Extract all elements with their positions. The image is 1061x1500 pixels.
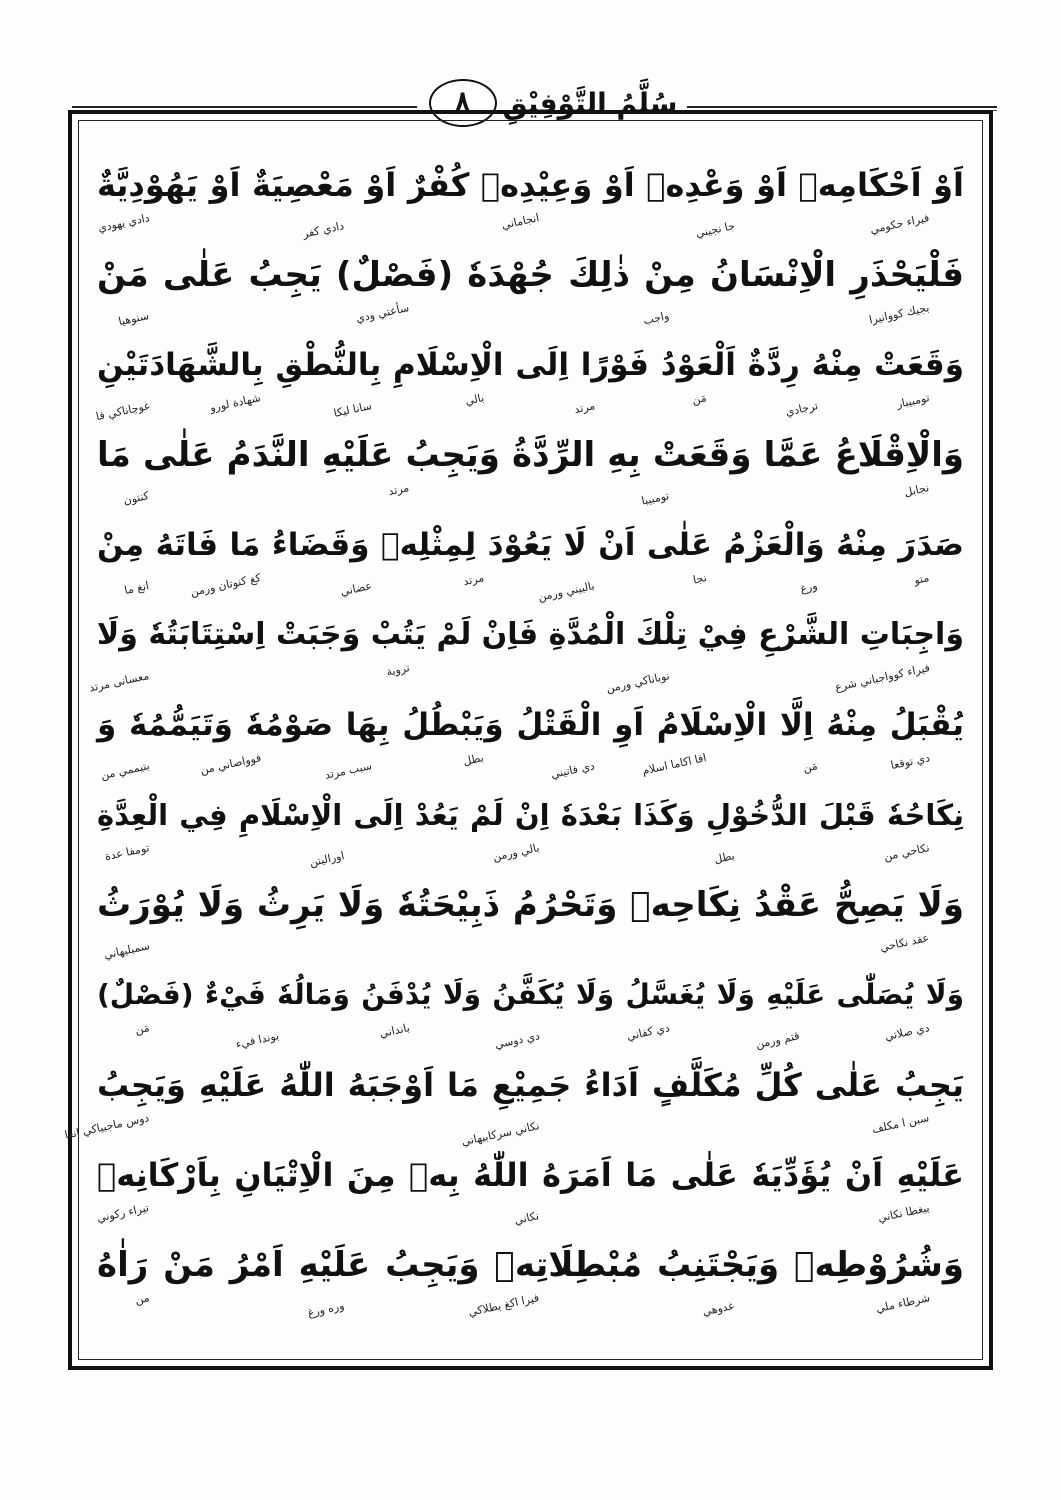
arabic-text-line: وَلَا يَصِحُّ عَقْدُ نِكَاحِهٖ وَتَحْرُمُ ذَبِيْحَتُهٗ وَلَا يَرِثُ وَلَا يُوْرَثُ	[97, 885, 964, 925]
arabic-text-line: وَالْاِقْلَاعُ عَمَّا وَقَعَتْ بِهِ الرِّدَّةُ وَيَجِبُ عَلَيْهِ النَّدَمُ عَلٰى مَا	[97, 435, 964, 475]
handwritten-gloss: عقد نكاحي	[879, 931, 931, 955]
handwritten-gloss: معسانى مرتد	[88, 669, 151, 695]
handwritten-gloss: بالي ورمن	[491, 841, 541, 864]
handwritten-gloss: نكاني	[513, 1209, 541, 1227]
text-line	[97, 783, 964, 873]
handwritten-gloss: سنوهيا	[117, 309, 151, 329]
handwritten-gloss: غوچاناكي فا	[94, 399, 151, 424]
handwritten-gloss: جا نجيني	[694, 219, 736, 241]
interlinear-gloss-row	[97, 481, 964, 507]
handwritten-gloss: فيراء حكومي	[869, 211, 931, 237]
interlinear-gloss-row	[97, 1021, 964, 1052]
handwritten-gloss: بالبيني ورمن	[537, 579, 597, 604]
handwritten-gloss: تومبيبا	[640, 489, 671, 508]
handwritten-gloss: متو	[913, 571, 931, 587]
handwritten-gloss: نكاحي من	[882, 841, 931, 864]
text-line	[97, 873, 964, 963]
handwritten-gloss: وره ورغ	[306, 1299, 346, 1320]
handwritten-gloss: انجاماني	[500, 211, 541, 232]
handwritten-gloss: سبن ا مكلف	[871, 1111, 931, 1136]
text-line	[97, 423, 964, 513]
handwritten-gloss: دادي يهودي	[96, 211, 151, 235]
arabic-text-line: يُقْبَلُ مِنْهُ اِلَّا الْاِسْلَامُ اَوِ الْقَتْلُ وَيَبْطُلُ بِهَا صَوْمُهٗ وَتَيَمُّمُهٗ وَ	[97, 707, 964, 743]
interlinear-gloss-row	[97, 1291, 964, 1320]
handwritten-gloss: فوواصاني من	[198, 751, 263, 777]
text-line	[97, 1143, 964, 1233]
handwritten-gloss: تيراء ركوني	[96, 1201, 151, 1225]
handwritten-gloss: اوراليتن	[308, 849, 346, 870]
arabic-text-line: وَقَعَتْ مِنْهُ رِدَّةٌ اَلْعَوْدُ فَوْرًا اِلَى الْاِسْلَامِ بِالنُّطْقِ بِالشَّهَادَتَيْنِ	[97, 347, 964, 383]
text-line	[63, 1053, 964, 1149]
handwritten-gloss: انغ ما	[123, 579, 151, 597]
interlinear-gloss-row	[97, 931, 964, 962]
handwritten-gloss: سأعتي ودي	[355, 301, 411, 326]
handwritten-gloss: افا اكاما اسلام	[641, 751, 708, 778]
handwritten-gloss: بالي	[463, 391, 486, 408]
handwritten-gloss: قتم ورمن	[754, 1029, 801, 1052]
handwritten-gloss: شهادة لورو	[209, 391, 263, 415]
text-line	[88, 603, 964, 696]
interlinear-gloss-row	[96, 211, 964, 241]
interlinear-gloss-row	[97, 1201, 964, 1227]
handwritten-gloss: واجب	[642, 309, 671, 328]
interlinear-gloss-row	[63, 1111, 964, 1149]
handwritten-gloss: بوندا فيء	[234, 1029, 281, 1051]
interlinear-gloss-row	[97, 841, 964, 870]
arabic-text-line: عَلَيْهِ اَنْ يُؤَدِّيَهٗ عَلٰى مَا اَمَرَهُ اللّٰهُ بِهٖ مِنَ الْاِتْيَانِ بِاَرْكَانِهٖ	[97, 1156, 964, 1194]
interlinear-gloss-row	[94, 391, 964, 424]
interlinear-gloss-row	[97, 301, 964, 327]
handwritten-gloss: مَن	[133, 1021, 151, 1037]
arabic-text-line: يَجِبُ عَلٰى كُلِّ مُكَلَّفٍ اَدَاءُ جَمِيْعِ مَا اَوْجَبَهُ اللّٰهُ عَلَيْهِ وَيَجِبُ	[97, 1066, 964, 1104]
arabic-text-line: نِكَاحُهٗ قَبْلَ الدُّخُوْلِ وَكَذَا بَعْدَهٗ اِنْ لَمْ يَعُدْ اِلَى الْاِسْلَامِ فِي الْعِدَّةِ	[97, 798, 964, 832]
interlinear-gloss-row	[97, 571, 964, 604]
page-number-badge: ٨	[429, 79, 497, 127]
handwritten-gloss: ترجادي	[784, 399, 819, 419]
text-line	[97, 513, 964, 603]
text-line	[94, 333, 964, 424]
handwritten-gloss: كنتون	[122, 489, 151, 508]
handwritten-gloss: شرطاء ملي	[874, 1291, 931, 1316]
book-title: سُلَّمُ التَّوْفِيْقِ	[502, 86, 678, 120]
handwritten-gloss: نجا	[691, 571, 708, 587]
handwritten-gloss: مرتد	[387, 481, 411, 499]
handwritten-gloss: مَن	[802, 759, 819, 775]
arabic-text-line: اَوْ اَحْكَامِهٖ اَوْ وَعْدِهٖ اَوْ وَعِيْدِهٖ كُفْرٌ اَوْ مَعْصِيَةٌ اَوْ يَهُوْدِيَّةٌ	[97, 166, 965, 204]
handwritten-gloss: دي توقعا	[889, 751, 931, 773]
text-line	[97, 153, 964, 243]
handwritten-gloss: دي دوسي	[493, 1029, 541, 1052]
handwritten-gloss: بانداني	[377, 1021, 411, 1041]
arabic-text-line: وَشُرُوْطِهٖ وَيَجْتَنِبُ مُبْطِلَاتِهٖ وَيَجِبُ عَلَيْهِ اَمْرُ مَنْ رَاٰهُ	[97, 1245, 964, 1285]
handwritten-gloss: من	[133, 1291, 151, 1307]
text-body	[63, 153, 965, 1349]
handwritten-gloss: تروبة	[384, 661, 411, 679]
handwritten-gloss: نجابل	[903, 481, 931, 500]
arabic-text-line: وَلَا يُصَلّٰى عَلَيْهِ وَلَا يُغَسَّلُ وَلَا يُكَفَّنُ وَلَا يُدْفَنُ وَمَالُهٗ فَيْءٌ (فَصْلٌ)	[97, 978, 964, 1011]
handwritten-gloss: تومبيبار	[895, 391, 931, 411]
text-line	[97, 693, 964, 783]
handwritten-gloss: بطل	[712, 849, 736, 867]
interlinear-gloss-row	[97, 751, 964, 783]
handwritten-gloss: نكاني سركابيهاني	[460, 1119, 541, 1149]
handwritten-gloss: بجيك كووانيرا	[868, 301, 931, 327]
handwritten-gloss: كغ كنوتان ورمن	[189, 571, 263, 599]
handwritten-gloss: فيراء كوواجباني شرع	[833, 661, 931, 694]
handwritten-gloss: دادي كفر	[301, 219, 346, 241]
handwritten-gloss: غدوهي	[701, 1299, 736, 1319]
text-line	[97, 963, 964, 1053]
interlinear-gloss-row	[88, 661, 964, 696]
handwritten-gloss: مرتد	[461, 571, 486, 589]
handwritten-gloss: ورغ	[799, 579, 819, 596]
arabic-text-line: فَلْيَحْذَرِ الْاِنْسَانُ مِنْ ذٰلِكَ جُهْدَهٗ (فَصْلٌ) يَجِبُ عَلٰى مَنْ	[97, 255, 964, 295]
text-frame	[63, 110, 993, 1370]
arabic-text-line: صَدَرَ مِنْهُ وَالْعَزْمُ عَلٰى اَنْ لَا يَعُوْدَ لِمِثْلِهٖ وَقَضَاءُ مَا فَاتَهُ مِنْ	[97, 527, 964, 563]
handwritten-gloss: سمبليهاني	[102, 939, 151, 962]
handwritten-gloss: مرتد	[572, 399, 597, 417]
handwritten-gloss: دي كفاني	[625, 1021, 671, 1043]
handwritten-gloss: دي صلاتي	[883, 1021, 931, 1044]
text-frame-inner	[63, 120, 983, 1360]
handwritten-gloss: ييغطا نكاني	[876, 1201, 931, 1225]
handwritten-gloss: نوباناكي ورمن	[604, 669, 671, 696]
handwritten-gloss: تومفا عدة	[103, 841, 151, 864]
handwritten-gloss: عضاني	[339, 579, 374, 599]
handwritten-gloss: فيرا اكغ بطلاكي	[467, 1291, 541, 1319]
text-line	[97, 1233, 964, 1323]
arabic-text-line: وَاجِبَاتِ الشَّرْعِ فِيْ تِلْكَ الْمُدَّةِ فَاِنْ لَمْ يَتُبْ وَجَبَتْ اِسْتِتَابَتُهٗ وَلَا	[96, 617, 964, 652]
handwritten-gloss: دي فاتيني	[549, 759, 597, 782]
handwritten-gloss: مَن	[691, 391, 708, 407]
handwritten-gloss: دوس ماجبياكي انغا	[63, 1111, 151, 1142]
text-line	[97, 243, 964, 333]
handwritten-gloss: بتيممي من	[99, 759, 151, 783]
handwritten-gloss: سانا ليكا	[332, 399, 374, 420]
handwritten-gloss: بطل	[462, 751, 486, 769]
handwritten-gloss: سبب مرتد	[323, 759, 374, 782]
